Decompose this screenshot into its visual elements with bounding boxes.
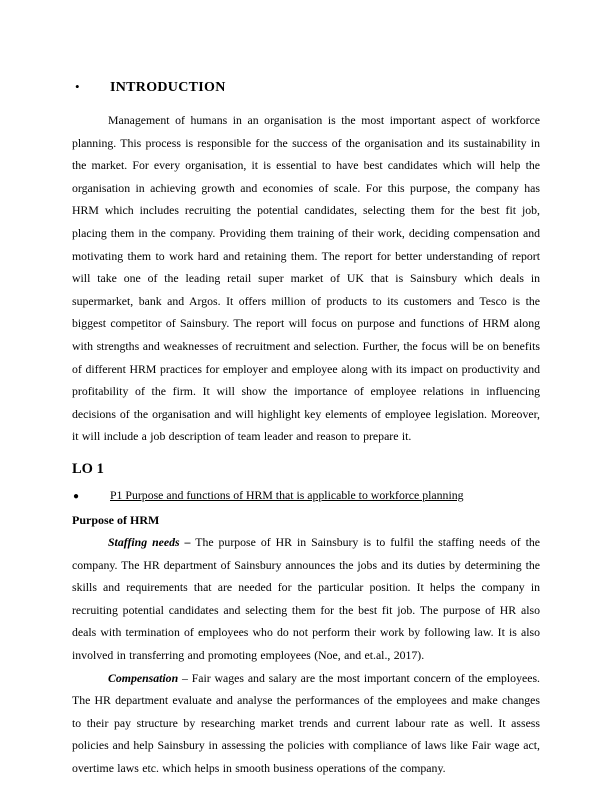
compensation-paragraph	[72, 667, 540, 780]
p1-item-text: P1 Purpose and functions of HRM that is applicable to workforce planning	[110, 487, 464, 502]
p1-bullet-row	[72, 484, 540, 509]
compensation-lead: Compensation	[108, 670, 179, 685]
staffing-needs-paragraph	[72, 531, 540, 667]
intro-paragraph: Management of humans in an organisation is the most important aspect of workforce planning. This process is responsible for the success of the organisation and its sustainability in the market. For every organisation, it is essential to have best candidates which will help the organisation in achieving growth and economies of scale. For this purpose, the company has HRM which includes recruiting the potential candidates, selecting them for the best fit job, placing them in the company. Providing them training of their work, deciding compensation and motivating them to work hard and retaining them. The report for better understanding of report will take one of the leading retail super market of UK that is Sainsbury which deals in supermarket, bank and Argos. It offers million of products to its customers and Tesco is the biggest competitor of Sainsbury. The report will focus on purpose and functions of HRM along with strengths and weaknesses of recruitment and selection. Further, the focus will be on benefits of different HRM practices for employer and employee along with its impact on productivity and profitability of the firm. It will show the importance of employee relations in influencing decisions of the organisation and will highlight key elements of employee legislation. Moreover, it will include a job description of team leader and reason to prepare it.	[72, 113, 540, 444]
compensation-text: – Fair wages and salary are the most important concern of the employees. The HR department evaluate and analyse the performances of the employees and make changes to their pay structure by researching market trends and current labour rate as well. It assess policies and help Sainsbury in assessing the policies with compliance of laws like Fair wage act, overtime laws etc. which helps in smooth business operations of the company.	[72, 670, 540, 776]
staffing-needs-text: The purpose of HR in Sainsbury is to fulfil the staffing needs of the company. The HR department of Sainsbury announces the jobs and its duties by determining the skills and requirements that are needed for the particular position. It helps the company in recruiting potential candidates and selecting them for the best fit job. The purpose of HR also deals with termination of employees who do not perform their work by following law. It is also involved in transferring and promoting employees (Noe, and et.al., 2017).	[72, 535, 540, 663]
purpose-of-hrm-heading: Purpose of HRM	[72, 512, 160, 527]
lo1-heading: LO 1	[72, 460, 104, 477]
intro-heading-row	[72, 78, 540, 96]
staffing-needs-lead: Staffing needs –	[108, 535, 191, 550]
bullet-icon: •	[75, 79, 80, 94]
bullet-icon: ●	[73, 490, 80, 502]
intro-heading: INTRODUCTION	[110, 80, 226, 95]
